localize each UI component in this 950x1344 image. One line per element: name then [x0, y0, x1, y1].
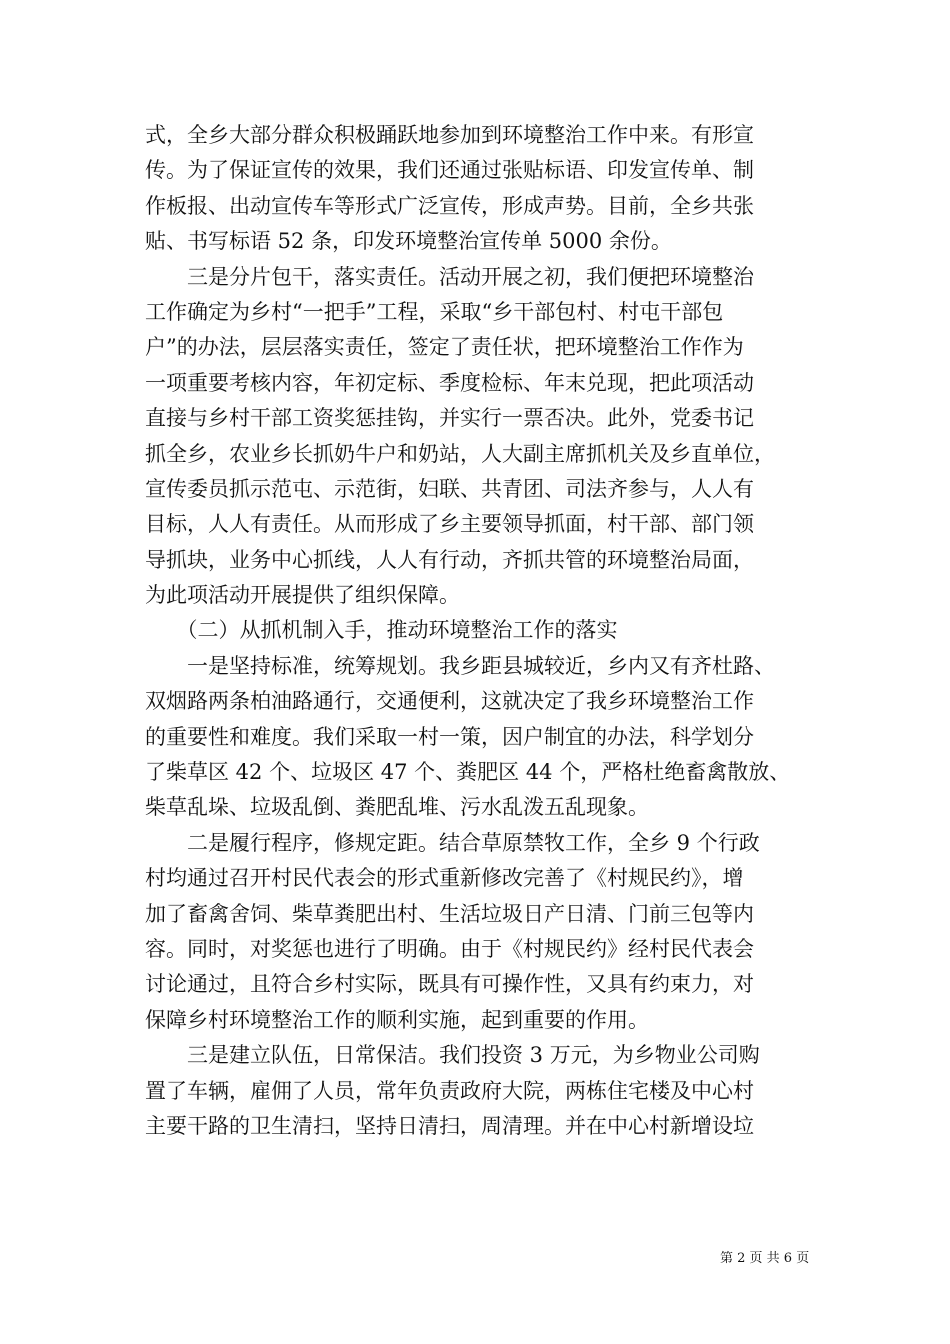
text-line: 贴、书写标语 52 条，印发环境整治宣传单 5000 余份。 [145, 229, 672, 254]
text-line: 导抓块，业务中心抓线，人人有行动，齐抓共管的环境整治局面， [145, 547, 754, 572]
text-line: 宣传委员抓示范屯、示范街，妇联、共青团、司法齐参与，人人有 [145, 476, 754, 501]
text-line: 为此项活动开展提供了组织保障。 [145, 583, 460, 608]
text-line: 二是履行程序，修规定距。结合草原禁牧工作，全乡 9 个行政 [145, 830, 760, 855]
text-line: 加了畜禽舍饲、柴草粪肥出村、生活垃圾日产日清、门前三包等内 [145, 901, 754, 926]
text-line: 抓全乡，农业乡长抓奶牛户和奶站，人大副主席抓机关及乡直单位， [145, 441, 775, 466]
text-line: 式，全乡大部分群众积极踊跃地参加到环境整治工作中来。有形宣 [145, 123, 754, 147]
text-line: 三是建立队伍，日常保洁。我们投资 3 万元，为乡物业公司购 [145, 1043, 760, 1068]
text-line: 置了车辆，雇佣了人员，常年负责政府大院，两栋住宅楼及中心村 [145, 1078, 754, 1103]
text-line: 讨论通过，且符合乡村实际，既具有可操作性，又具有约束力，对 [145, 972, 754, 997]
text-line: 保障乡村环境整治工作的顺利实施，起到重要的作用。 [145, 1007, 649, 1032]
text-line: 传。为了保证宣传的效果，我们还通过张贴标语、印发宣传单、制 [145, 158, 754, 183]
text-line: 作板报、出动宣传车等形式广泛宣传，形成声势。目前，全乡共张 [145, 193, 754, 218]
text-line: 双烟路两条柏油路通行，交通便利，这就决定了我乡环境整治工作 [145, 689, 754, 714]
text-line: 的重要性和难度。我们采取一村一策，因户制宜的办法，科学划分 [145, 724, 754, 749]
text-line: 一是坚持标准，统筹规划。我乡距县城较近，乡内又有齐杜路、 [145, 653, 775, 678]
text-line: 柴草乱垛、垃圾乱倒、粪肥乱堆、污水乱泼五乱现象。 [145, 795, 649, 820]
text-line: 目标，人人有责任。从而形成了乡主要领导抓面，村干部、部门领 [145, 512, 754, 537]
section-heading: （二）从抓机制入手，推动环境整治工作的落实 [145, 618, 618, 643]
text-line: 一项重要考核内容，年初定标、季度检标、年末兑现，把此项活动 [145, 370, 754, 395]
page-number: 第 2 页 共 6 页 [720, 1251, 810, 1266]
text-line: 容。同时，对奖惩也进行了明确。由于《村规民约》经村民代表会 [145, 936, 754, 961]
text-line: 户”的办法，层层落实责任，签定了责任状，把环境整治工作作为 [145, 335, 744, 360]
document-body [145, 118, 810, 1144]
text-line: 村均通过召开村民代表会的形式重新修改完善了《村规民约》，增 [145, 866, 744, 891]
text-line: 主要干路的卫生清扫，坚持日清扫，周清理。并在中心村新增设垃 [145, 1113, 754, 1138]
text-line: 了柴草区 42 个、垃圾区 47 个、粪肥区 44 个，严格杜绝畜禽散放、 [145, 760, 791, 785]
text-line: 三是分片包干，落实责任。活动开展之初，我们便把环境整治 [145, 264, 754, 289]
text-line: 直接与乡村干部工资奖惩挂钩，并实行一票否决。此外，党委书记 [145, 406, 754, 431]
text-line: 工作确定为乡村“一把手”工程，采取“乡干部包村、村屯干部包 [145, 299, 724, 324]
